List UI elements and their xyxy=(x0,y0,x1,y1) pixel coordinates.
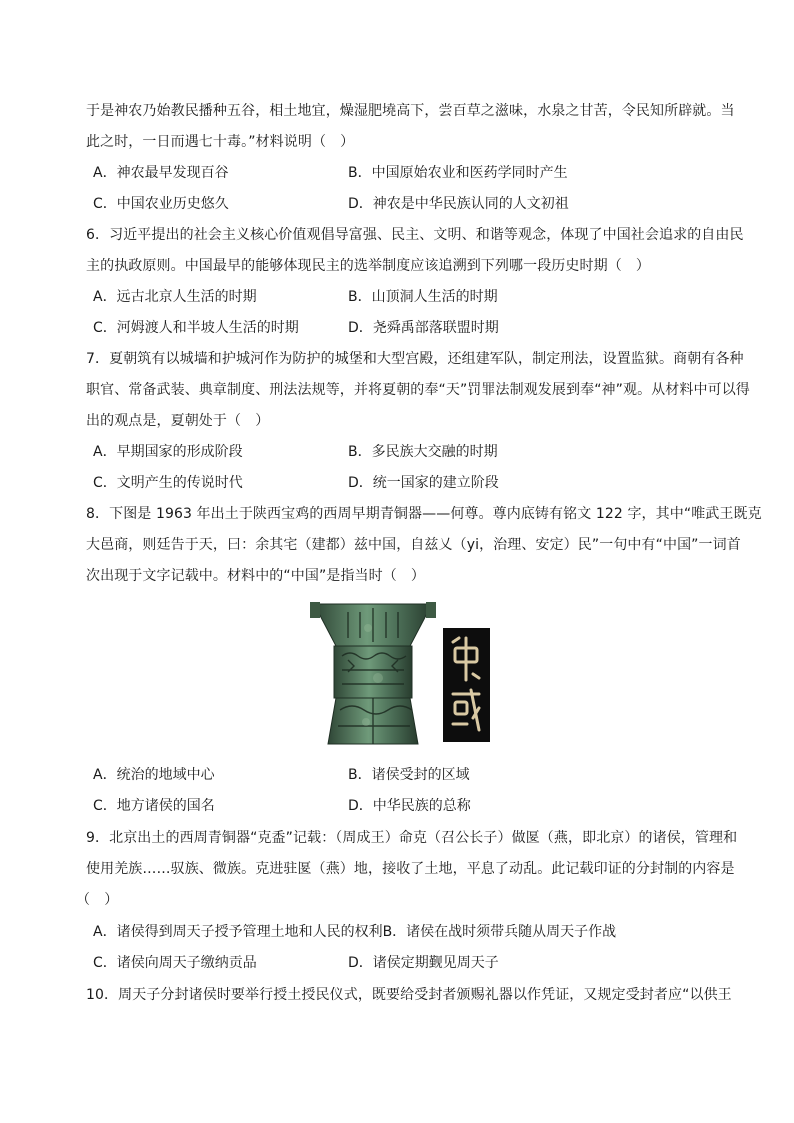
q10-text-line-1: 10．周天子分封诸侯时要举行授土授民仪式，既要给受封者颁赐礼器以作凭证，又规定受封者应“以供王 xyxy=(86,987,732,1003)
q9-option-c[interactable]: C．诸侯向周天子缴纳贡品 xyxy=(93,955,257,971)
q5-text-line-1: 于是神农乃始教民播种五谷，相土地宜，燥湿肥墝高下，尝百草之滋味，水泉之甘苦，令民知所辟就。当 xyxy=(86,103,735,119)
q8-text-line-2: 大邑商，则廷告于天，曰：余其宅（建都）兹中国，自兹乂（yi，治理、安定）民”一句中有“中国”一词首 xyxy=(86,537,741,553)
q8-option-b[interactable]: B．诸侯受封的区域 xyxy=(348,767,470,783)
zhongguo-inscription-glyphs xyxy=(443,628,490,742)
q5-option-c[interactable]: C．中国农业历史悠久 xyxy=(93,196,229,212)
q8-text-line-3: 次出现于文字记载中。材料中的“中国”是指当时（ ） xyxy=(86,568,426,584)
q9-text-line-1: 9．北京出土的西周青铜器“克盉”记载：（周成王）命克（召公长子）做匽（燕，即北京）的诸侯，管理和 xyxy=(86,830,738,846)
bronze-vessel-illustration xyxy=(308,598,438,750)
q9-option-a-b[interactable]: A．诸侯得到周天子授予管理土地和人民的权利B．诸侯在战时须带兵随从周天子作战 xyxy=(93,924,617,940)
q7-option-c[interactable]: C．文明产生的传说时代 xyxy=(93,475,243,491)
q7-text-line-2: 职官、常备武装、典章制度、刑法法规等，并将夏朝的奉“天”罚罪法制观发展到奉“神”观。从材料中可以得 xyxy=(86,382,750,398)
q6-text-line-1: 6．习近平提出的社会主义核心价值观倡导富强、民主、文明、和谐等观念，体现了中国社会追求的自由民 xyxy=(86,227,744,243)
q8-option-d[interactable]: D．中华民族的总称 xyxy=(348,798,471,814)
q8-option-a[interactable]: A．统治的地域中心 xyxy=(93,767,215,783)
q5-option-a[interactable]: A．神农最早发现百谷 xyxy=(93,165,229,181)
q6-text-line-2: 主的执政原则。中国最早的能够体现民主的选举制度应该追溯到下列哪一段历史时期（ ） xyxy=(86,258,650,274)
q7-option-b[interactable]: B．多民族大交融的时期 xyxy=(348,444,498,460)
q6-option-b[interactable]: B．山顶洞人生活的时期 xyxy=(348,289,498,305)
q7-text-line-3: 出的观点是，夏朝处于（ ） xyxy=(86,413,270,429)
q7-option-a[interactable]: A．早期国家的形成阶段 xyxy=(93,444,243,460)
q6-option-c[interactable]: C．河姆渡人和半坡人生活的时期 xyxy=(93,320,299,336)
q8-option-c[interactable]: C．地方诸侯的国名 xyxy=(93,798,215,814)
q8-text-line-1: 8．下图是 1963 年出土于陕西宝鸡的西周早期青铜器——何尊。尊内底铸有铭文 122 字，其中“唯武王既克 xyxy=(86,506,762,522)
q7-option-d[interactable]: D．统一国家的建立阶段 xyxy=(348,475,499,491)
q6-option-d[interactable]: D．尧舜禹部落联盟时期 xyxy=(348,320,499,336)
q5-option-d[interactable]: D．神农是中华民族认同的人文初祖 xyxy=(348,196,569,212)
q9-text-line-3: （ ） xyxy=(76,892,119,908)
inscription-rubbing-image xyxy=(443,628,490,742)
q9-option-d[interactable]: D．诸侯定期觐见周天子 xyxy=(348,955,499,971)
q7-text-line-1: 7．夏朝筑有以城墙和护城河作为防护的城堡和大型宫殿，还组建军队，制定刑法，设置监狱。商朝有各种 xyxy=(86,351,744,367)
q5-option-b[interactable]: B．中国原始农业和医药学同时产生 xyxy=(348,165,568,181)
q5-text-line-2: 此之时，一日而遇七十毒。”材料说明（ ） xyxy=(86,134,355,150)
q9-text-line-2: 使用羌族……驭族、微族。克进驻匽（燕）地，接收了土地，平息了动乱。此记载印证的分封制的内容是 xyxy=(86,861,735,877)
q6-option-a[interactable]: A．远古北京人生活的时期 xyxy=(93,289,257,305)
